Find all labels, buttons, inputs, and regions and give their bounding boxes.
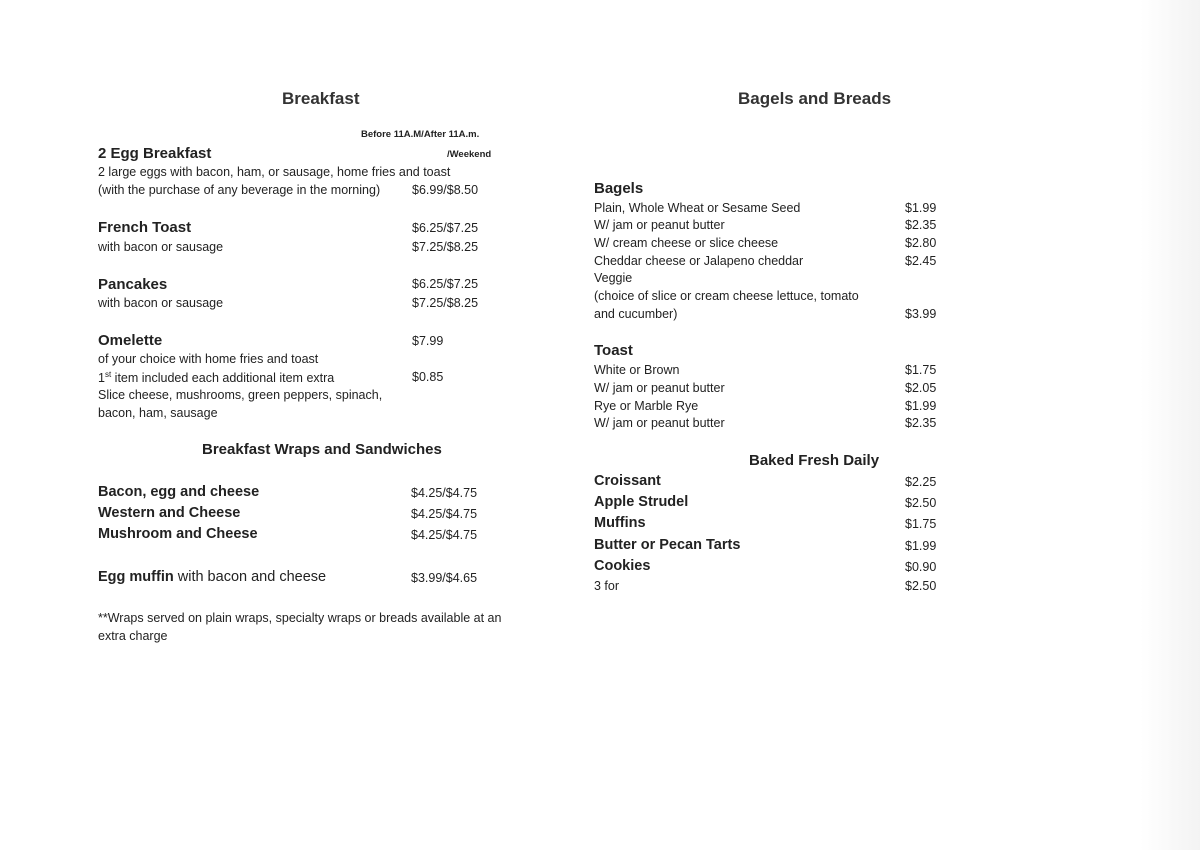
breakfast-title: Breakfast (282, 89, 360, 108)
toast-item-price: $2.05 (905, 381, 937, 395)
bagel-item-name: W/ jam or peanut butter (594, 218, 725, 232)
pancakes-sub: with bacon or sausage (98, 296, 224, 310)
toast-item-name: Rye or Marble Rye (594, 399, 699, 413)
bagels-breads-title: Bagels and Breads (738, 89, 892, 108)
baked-item-name: Muffins (594, 515, 646, 531)
egg-muffin-name: Egg muffin (98, 569, 174, 585)
baked-item-name: Butter or Pecan Tarts (594, 537, 741, 553)
cookies-sub: 3 for (594, 579, 620, 593)
toast-item-price: $1.75 (905, 363, 937, 377)
two-egg-desc: 2 large eggs with bacon, ham, or sausage, home fries and toast (98, 165, 451, 179)
baked-title: Baked Fresh Daily (749, 452, 880, 469)
bagel-item-price: $2.45 (905, 254, 937, 268)
omelette-item-rest: item included each additional item extra (111, 371, 335, 386)
omelette-options: Slice cheese, mushrooms, green peppers, spinach, (98, 388, 383, 402)
baked-item-name: Apple Strudel (594, 494, 689, 510)
omelette-price: $7.99 (412, 334, 444, 348)
bagel-item-price: $2.80 (905, 236, 937, 250)
cookies-sub-price: $2.50 (905, 579, 937, 593)
timing-note-weekend: /Weekend (447, 149, 492, 160)
omelette-item-line (98, 370, 334, 385)
toast-item-name: W/ jam or peanut butter (594, 416, 725, 430)
bagel-item-name: Plain, Whole Wheat or Sesame Seed (594, 201, 801, 215)
baked-item-price: $1.99 (905, 539, 937, 553)
two-egg-price: $6.99/$8.50 (412, 183, 479, 197)
baked-item-price: $2.25 (905, 475, 937, 489)
omelette-name: Omelette (98, 332, 163, 349)
omelette-options2: bacon, ham, sausage (98, 406, 218, 420)
bagel-item-price: $1.99 (905, 201, 937, 215)
toast-item-name: White or Brown (594, 363, 680, 377)
bagels-title: Bagels (594, 180, 644, 197)
bagel-item-name: Cheddar cheese or Jalapeno cheddar (594, 254, 804, 268)
veggie-desc: (choice of slice or cream cheese lettuce, tomato (594, 289, 859, 303)
toast-item-price: $1.99 (905, 399, 937, 413)
wrap-item-name: Western and Cheese (98, 505, 241, 521)
pancakes-name: Pancakes (98, 276, 168, 293)
egg-muffin-rest: with bacon and cheese (173, 569, 327, 585)
omelette-item-num: 1 (98, 371, 105, 386)
baked-item-price: $1.75 (905, 517, 937, 531)
veggie-desc2: and cucumber) (594, 307, 678, 321)
veggie-name: Veggie (594, 271, 633, 285)
egg-muffin-line (98, 569, 326, 585)
wrap-item-name: Bacon, egg and cheese (98, 484, 260, 500)
baked-item-price: $2.50 (905, 496, 937, 510)
french-toast-name: French Toast (98, 219, 192, 236)
toast-title: Toast (594, 342, 633, 359)
wraps-title: Breakfast Wraps and Sandwiches (202, 441, 442, 458)
wraps-note: **Wraps served on plain wraps, specialty wraps or breads available at an (98, 611, 502, 625)
toast-item-name: W/ jam or peanut butter (594, 381, 725, 395)
page-edge-shadow (1140, 0, 1200, 850)
baked-item-price: $0.90 (905, 560, 937, 574)
toast-item-price: $2.35 (905, 416, 937, 430)
two-egg-name: 2 Egg Breakfast (98, 145, 212, 162)
french-toast-sub: with bacon or sausage (98, 240, 224, 254)
bagel-item-name: W/ cream cheese or slice cheese (594, 236, 779, 250)
bagel-item-price: $2.35 (905, 218, 937, 232)
wrap-item-price: $4.25/$4.75 (411, 507, 478, 521)
baked-item-name: Croissant (594, 473, 661, 489)
wrap-item-name: Mushroom and Cheese (98, 526, 258, 542)
pancakes-price: $6.25/$7.25 (412, 277, 479, 291)
pancakes-sub-price: $7.25/$8.25 (412, 296, 479, 310)
baked-item-name: Cookies (594, 558, 651, 574)
two-egg-desc2: (with the purchase of any beverage in the morning) (98, 183, 381, 197)
timing-note: Before 11A.M/After 11A.m. (361, 129, 480, 140)
egg-muffin-price: $3.99/$4.65 (411, 571, 478, 585)
omelette-item-sup: st (104, 370, 112, 379)
french-toast-price: $6.25/$7.25 (412, 221, 479, 235)
french-toast-sub-price: $7.25/$8.25 (412, 240, 479, 254)
omelette-item-price: $0.85 (412, 370, 444, 384)
wraps-note2: extra charge (98, 629, 168, 643)
veggie-price: $3.99 (905, 307, 937, 321)
omelette-desc: of your choice with home fries and toast (98, 352, 319, 366)
wrap-item-price: $4.25/$4.75 (411, 486, 478, 500)
wrap-item-price: $4.25/$4.75 (411, 528, 478, 542)
